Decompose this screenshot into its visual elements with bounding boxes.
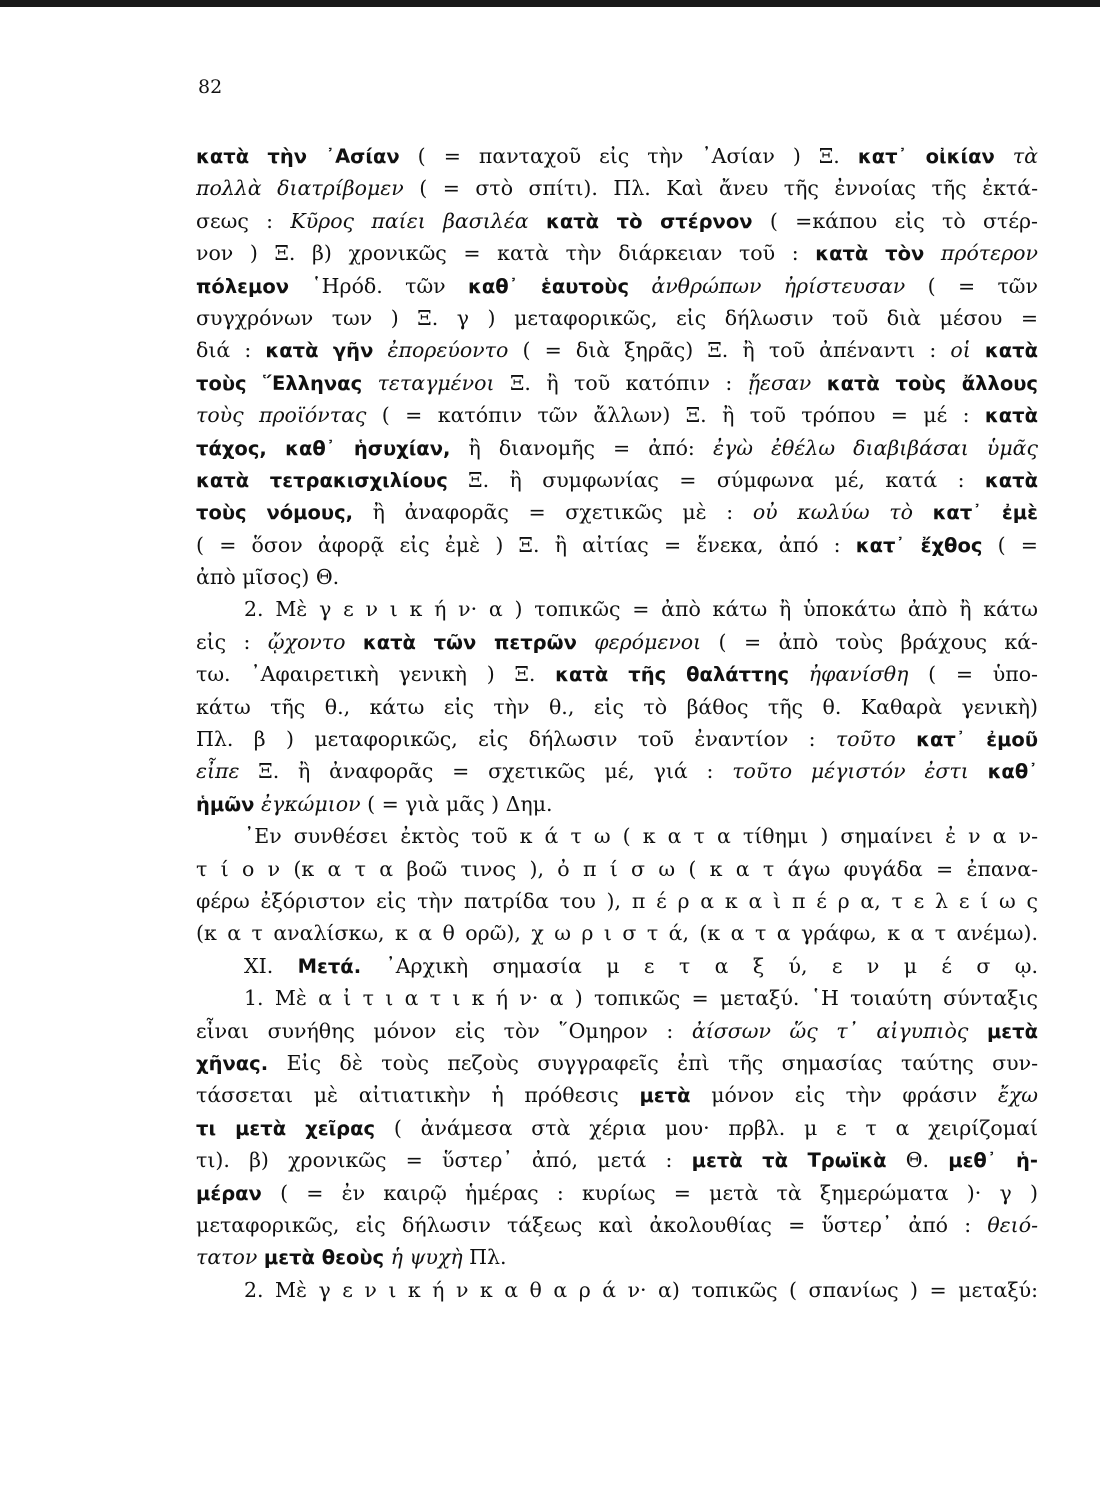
bold-term: κατὰ τῶν πετρῶν — [362, 630, 577, 654]
italic-example: εἶπε — [196, 759, 240, 784]
bold-term: κατὰ — [984, 339, 1038, 363]
bold-term: κατὰ — [984, 468, 1038, 492]
text-run: τ ί ο ν (κ α τ α βοῶ τινος ), ὀ π ί σ ω ( κ α τ άγω φυγάδα = ἐπανα- — [196, 856, 1038, 881]
text-line — [196, 1209, 1038, 1241]
text-run: Ξ. ἢ συμφωνίας = σύμφωνα μέ, κατά : — [447, 467, 985, 492]
text-run: εἶναι συνήθης μόνον εἰς τὸν ῞Ομηρον : — [196, 1018, 692, 1043]
text-line — [196, 1241, 1038, 1273]
italic-example: πολλὰ διατρίβομεν — [196, 176, 404, 201]
text-run: φέρω ἐξόριστον εἰς τὴν πατρίδα του ), π έ ρ α κ α ὶ π έ ρ α, τ ε λ ε ί ω ς — [196, 888, 1038, 913]
bold-term: κατ᾿ ἐμοῦ — [916, 728, 1038, 752]
text-line — [196, 593, 1038, 625]
text-run: σεως : — [196, 208, 291, 233]
text-run: ( = — [982, 532, 1038, 557]
text-run: νον ) Ξ. β) χρονικῶς = κατὰ τὴν διάρκειαν τοῦ : — [196, 241, 816, 266]
text-run: Ξ. ἢ ἀναφορᾶς = σχετικῶς μέ, γιά : — [239, 759, 733, 784]
italic-example: τοῦτο μέγιστόν ἐστι — [732, 759, 969, 784]
text-run — [913, 500, 933, 524]
text-line — [196, 334, 1038, 366]
text-line — [196, 1274, 1038, 1306]
text-run: μεταφορικῶς, εἰς δήλωσιν τάξεως καὶ ἀκολουθίας = ὕστερ᾿ ἀπό : — [196, 1212, 988, 1237]
text-line — [196, 691, 1038, 723]
text-run: ἢ διανομῆς = ἀπό: — [450, 435, 713, 460]
italic-example: τὰ — [994, 144, 1038, 168]
text-run: ( = ὅσον ἀφορᾷ εἰς ἐμὲ ) Ξ. ἢ αἰτίας = ἕνεκα, ἀπό : — [196, 532, 856, 557]
bold-term: κατὰ τὸν — [815, 242, 925, 266]
bold-term: τι μετὰ χεῖρας — [196, 1116, 376, 1140]
text-run: ῾Ηρόδ. τῶν — [289, 273, 468, 298]
text-line — [196, 237, 1038, 269]
text-line — [196, 464, 1038, 496]
text-line — [196, 755, 1038, 787]
text-line — [196, 172, 1038, 204]
text-run: ἢ ἀναφορᾶς = σχετικῶς μὲ : — [353, 500, 753, 525]
text-run: Εἰς δὲ τοὺς πεζοὺς συγγραφεῖς ἐπὶ τῆς σημασίας ταύτης συν- — [268, 1050, 1038, 1075]
text-line — [196, 529, 1038, 561]
text-run: τάσσεται μὲ αἰτιατικὴν ἡ πρόθεσις — [196, 1083, 640, 1108]
text-line — [196, 140, 1038, 172]
text-line — [196, 399, 1038, 431]
bold-term: κατὰ τοὺς ἄλλους — [826, 371, 1038, 395]
bold-term: κατὰ τὴν ᾿Ασίαν — [196, 145, 400, 168]
bold-term: κατ᾿ ἐμὲ — [932, 501, 1038, 525]
bold-term: κατὰ τὸ στέρνον — [545, 209, 753, 233]
italic-example: τατον — [196, 1245, 258, 1270]
text-line — [196, 1112, 1038, 1144]
text-run: τι). β) χρονικῶς = ὕστερ᾿ ἀπό, μετά : — [196, 1148, 692, 1173]
top-border-rule — [0, 0, 1100, 7]
text-run: 1. Μὲ α ἰ τ ι α τ ι κ ή ν· α ) τοπικῶς = μεταξύ. ῾Η τοιαύτη σύνταξις — [244, 986, 1038, 1011]
text-line — [196, 788, 1038, 820]
italic-example: φερόμενοι — [576, 629, 702, 654]
text-run: ᾿Αρχικὴ σημασία μ ε τ α ξ ύ, ε ν μ έ σ ῳ. — [361, 953, 1038, 978]
text-run: συγχρόνων των ) Ξ. γ ) μεταφορικῶς, εἰς δήλωσιν τοῦ διὰ μέσου = — [196, 305, 1038, 330]
bold-term: Μετά. — [297, 954, 362, 978]
italic-example: ᾔεσαν — [747, 370, 812, 395]
text-line — [196, 205, 1038, 237]
text-line — [196, 885, 1038, 917]
bold-term: κατὰ τετρακισχιλίους — [196, 468, 448, 492]
text-run: Πλ. β ) μεταφορικῶς, εἰς δήλωσιν τοῦ ἐναντίον : — [196, 727, 836, 752]
text-run — [345, 630, 362, 654]
page-number: 82 — [198, 76, 223, 98]
italic-example: τοὺς προϊόντας — [196, 403, 367, 428]
text-run: ( = ἀπὸ τοὺς βράχους κά- — [701, 629, 1038, 654]
bold-term: ἡμῶν — [196, 792, 255, 816]
text-run: ( = γιὰ μᾶς ) Δημ. — [360, 791, 553, 816]
bold-term: τοὺς ῞Ελληνας — [196, 371, 363, 395]
text-run: ( ἀνάμεσα στὰ χέρια μου· πρβλ. μ ε τ α χειρίζομαί — [375, 1115, 1038, 1140]
text-run: ᾿Εν συνθέσει ἐκτὸς τοῦ κ ά τ ω ( κ α τ α τίθημι ) σημαίνει ἐ ν α ν- — [244, 824, 1038, 849]
text-run: ( = κατόπιν τῶν ἄλλων) Ξ. ἢ τοῦ τρόπου = μέ : — [366, 403, 985, 428]
text-run: τω. ᾿Αφαιρετικὴ γενικὴ ) Ξ. — [196, 662, 556, 687]
bold-term: κατὰ τῆς θαλάττης — [555, 663, 790, 687]
bold-term: κατ᾿ οἰκίαν — [857, 145, 995, 168]
bold-term: μετὰ τὰ Τρωϊκὰ — [691, 1149, 887, 1173]
bold-term: χῆνας. — [196, 1051, 269, 1075]
text-run: XI. — [244, 953, 298, 978]
text-run: ( = πανταχοῦ εἰς τὴν ᾿Ασίαν ) Ξ. — [399, 144, 858, 168]
text-run — [969, 759, 988, 783]
bold-term: μέραν — [196, 1181, 262, 1205]
text-line — [196, 1079, 1038, 1111]
italic-example: πρότερον — [924, 241, 1038, 266]
italic-example: ᾤχοντο — [267, 629, 346, 654]
bold-term: κατὰ — [984, 404, 1038, 428]
text-run — [968, 1019, 987, 1043]
text-line — [196, 982, 1038, 1014]
text-run — [529, 209, 546, 233]
bold-term: μετὰ — [986, 1019, 1038, 1043]
text-run: ( = διὰ ξηρᾶς) Ξ. ἢ τοῦ ἀπέναντι : — [508, 338, 951, 363]
text-run: κάτω τῆς θ., κάτω εἰς τὴν θ., εἰς τὸ βάθος τῆς θ. Καθαρὰ γενικὴ) — [196, 694, 1038, 719]
text-run: εἰς : — [196, 629, 268, 654]
text-run: ( = ὑπο- — [908, 662, 1038, 687]
text-line — [196, 1144, 1038, 1176]
text-run: ἀπὸ μῖσος) Θ. — [196, 565, 340, 590]
italic-example: ἀίσσων ὥς τ᾿ αἰγυπιὸς — [691, 1018, 969, 1043]
text-run: Πλ. — [462, 1245, 507, 1270]
italic-example: ἐγὼ ἐθέλω διαβιβάσαι ὑμᾶς — [712, 435, 1038, 460]
text-line — [196, 853, 1038, 885]
text-run — [896, 727, 916, 751]
bold-term: κατ᾿ ἔχθος — [855, 533, 983, 557]
text-line — [196, 1015, 1038, 1047]
bold-term: μετὰ — [639, 1084, 691, 1108]
text-line — [196, 917, 1038, 949]
text-line — [196, 658, 1038, 690]
italic-example: οὐ κωλύω τὸ — [752, 500, 913, 525]
text-line — [196, 820, 1038, 852]
text-line — [196, 367, 1038, 399]
text-run: (κ α τ αναλίσκω, κ α θ ορῶ), χ ω ρ ι σ τ ά, (κ α τ α γράφω, κ α τ ανέμω). — [196, 921, 1038, 946]
text-run: Ξ. ἢ τοῦ κατόπιν : — [494, 370, 748, 395]
page-body-text — [196, 140, 1038, 1306]
bold-term: πόλεμον — [196, 274, 290, 298]
italic-example: ἐγκώμιον — [254, 791, 361, 816]
text-line — [196, 496, 1038, 528]
text-run: διά : — [196, 338, 266, 363]
text-line — [196, 950, 1038, 982]
bold-term: κατὰ γῆν — [265, 339, 374, 363]
italic-example: Κῦρος παίει βασιλέα — [290, 208, 529, 233]
italic-example: οἱ — [950, 338, 971, 363]
text-run: μόνον εἰς τὴν φράσιν — [690, 1083, 998, 1108]
text-line — [196, 1177, 1038, 1209]
text-line — [196, 270, 1038, 302]
italic-example: τοῦτο — [835, 727, 896, 752]
italic-example: θειό- — [987, 1212, 1038, 1237]
bold-term: καθ᾿ ἑαυτοὺς — [468, 274, 630, 298]
text-line — [196, 1047, 1038, 1079]
text-line — [196, 626, 1038, 658]
text-run: ( = ἐν καιρῷ ἡμέρας : κυρίως = μετὰ τὰ ξημερώματα )· γ ) — [261, 1180, 1038, 1205]
bold-term: καθ᾿ — [987, 760, 1038, 784]
italic-example: ἀνθρώπων ἠρίστευσαν — [629, 273, 906, 298]
text-run: ( = στὸ σπίτι). Πλ. Καὶ ἄνευ τῆς ἐννοίας τῆς ἐκτά- — [403, 176, 1038, 201]
italic-example: τεταγμένοι — [362, 370, 495, 395]
text-run — [971, 338, 985, 362]
text-line — [196, 302, 1038, 334]
text-run: ( = τῶν — [905, 273, 1038, 298]
text-run: 2. Μὲ γ ε ν ι κ ή ν κ α θ α ρ ά ν· α) τοπικῶς ( σπανίως ) = μεταξύ: — [244, 1277, 1038, 1302]
text-line — [196, 432, 1038, 464]
text-run: 2. Μὲ γ ε ν ι κ ή ν· α ) τοπικῶς = ἀπὸ κάτω ἢ ὑποκάτω ἀπὸ ἢ κάτω — [244, 597, 1038, 622]
italic-example: ἔχω — [997, 1083, 1038, 1108]
italic-example: ἡ ψυχὴ — [384, 1245, 463, 1270]
italic-example: ἠφανίσθη — [789, 662, 909, 687]
bold-term: τοὺς νόμους, — [196, 501, 354, 525]
text-line — [196, 561, 1038, 593]
bold-term: μετὰ θεοὺς — [263, 1246, 385, 1270]
text-run: ( =κάπου εἰς τὸ στέρ- — [752, 208, 1038, 233]
text-line — [196, 723, 1038, 755]
bold-term: μεθ᾿ ἡ- — [948, 1149, 1038, 1173]
bold-term: τάχος, καθ᾿ ἡσυχίαν, — [196, 436, 451, 460]
italic-example: ἐπορεύοντο — [373, 338, 509, 363]
text-run: Θ. — [886, 1148, 949, 1173]
text-run — [811, 371, 826, 395]
